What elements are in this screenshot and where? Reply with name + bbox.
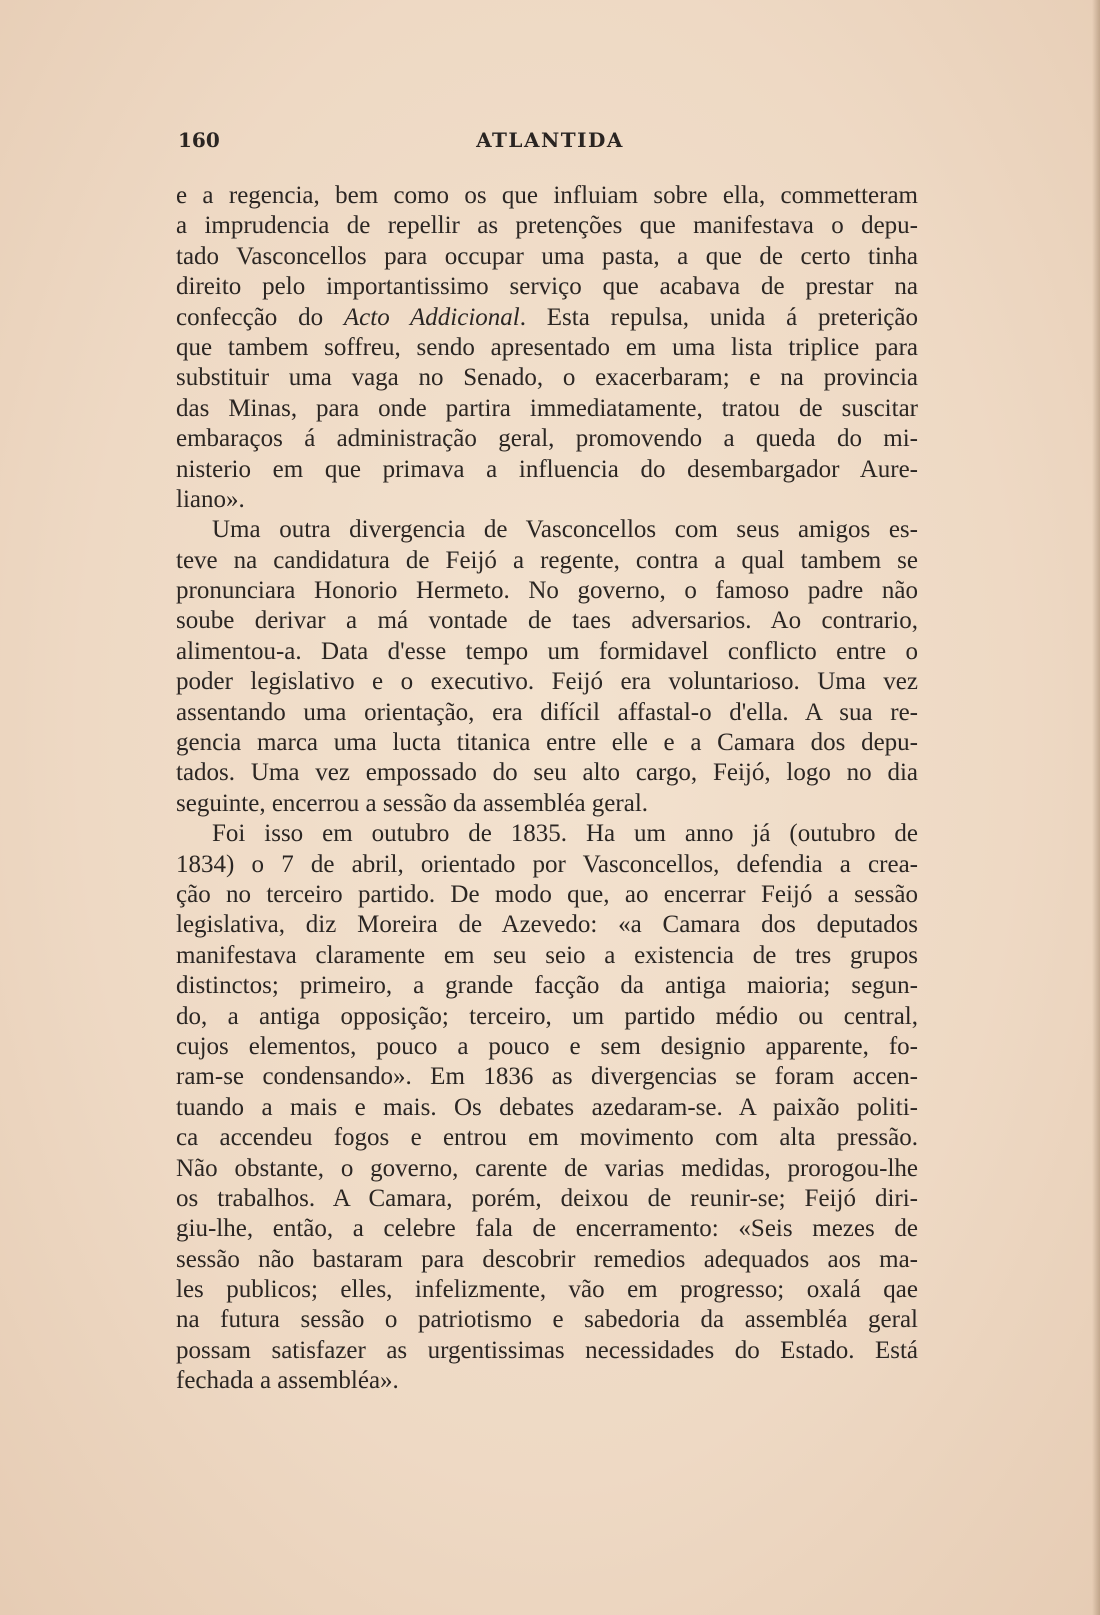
text-line: legislativa, diz Moreira de Azevedo: «a Camara dos deputados: [176, 911, 918, 939]
text-line: tados. Uma vez empossado do seu alto cargo, Feijó, logo no dia: [176, 759, 918, 787]
paragraph: [176, 181, 918, 515]
text-line: fechada a assembléa».: [176, 1367, 399, 1395]
text-line: embaraços á administração geral, promovendo a queda do mi-: [176, 425, 918, 453]
text-line: giu-lhe, então, a celebre fala de encerramento: «Seis mezes de: [176, 1215, 918, 1243]
page-edge-shadow: [1092, 0, 1100, 1615]
body-text: [176, 181, 918, 1397]
text-line: soube derivar a má vontade de taes adversarios. Ao contrario,: [176, 607, 918, 635]
text-line: pronunciara Honorio Hermeto. No governo, o famoso padre não: [176, 577, 918, 605]
page-number: 160: [178, 128, 220, 152]
text-line: na futura sessão o patriotismo e sabedoria da assembléa geral: [176, 1306, 918, 1334]
text-line: ca accendeu fogos e entrou em movimento com alta pressão.: [176, 1124, 918, 1152]
text-line: manifestava claramente em seu seio a existencia de tres grupos: [176, 941, 918, 969]
text-line: gencia marca uma lucta titanica entre elle e a Camara dos depu-: [176, 729, 918, 757]
text-line: substituir uma vaga no Senado, o exacerbaram; e na provincia: [176, 364, 918, 392]
text-line: les publicos; elles, infelizmente, vão em progresso; oxalá qae: [176, 1276, 918, 1304]
text-line: assentando uma orientação, era difícil affastal-o d'ella. A sua re-: [176, 698, 918, 726]
paragraph: [176, 515, 918, 819]
text-line: Não obstante, o governo, carente de varias medidas, prorogou-lhe: [176, 1154, 918, 1182]
text-line: direito pelo importantissimo serviço que acabava de prestar na: [176, 273, 918, 301]
text-line: alimentou-a. Data d'esse tempo um formidavel conflicto entre o: [176, 637, 918, 665]
text-line: e a regencia, bem como os que influiam sobre ella, commetteram: [176, 182, 918, 209]
text-line: os trabalhos. A Camara, porém, deixou de reunir-se; Feijó diri-: [176, 1184, 918, 1212]
text-line: liano».: [176, 485, 245, 513]
text-line: que tambem soffreu, sendo apresentado em uma lista triplice para: [176, 333, 918, 361]
text-line: teve na candidatura de Feijó a regente, contra a qual tambem se: [176, 546, 918, 574]
text-line: sessão não bastaram para descobrir remedios adequados aos ma-: [176, 1245, 918, 1273]
text-line: das Minas, para onde partira immediatamente, tratou de suscitar: [176, 394, 918, 422]
running-title: ATLANTIDA: [476, 128, 624, 152]
text-line: possam satisfazer as urgentissimas necessidades do Estado. Está: [176, 1336, 918, 1364]
text-line: a imprudencia de repellir as pretenções que manifestava o depu-: [176, 212, 918, 240]
text-line: confecção do Acto Addicional. Esta repulsa, unida á preterição: [176, 303, 918, 331]
text-line: Foi isso em outubro de 1835. Ha um anno já (outubro de: [212, 820, 918, 848]
text-line: ção no terceiro partido. De modo que, ao encerrar Feijó a sessão: [176, 880, 918, 908]
text-line: nisterio em que primava a influencia do desembargador Aure-: [176, 455, 918, 483]
text-line: poder legislativo e o executivo. Feijó era voluntarioso. Uma vez: [176, 668, 918, 696]
page-header: [178, 128, 922, 160]
text-line: seguinte, encerrou a sessão da assembléa geral.: [176, 789, 649, 817]
text-line: tuando a mais e mais. Os debates azedaram-se. A paixão politi-: [176, 1093, 918, 1121]
text-line: ram-se condensando». Em 1836 as divergencias se foram accen-: [176, 1063, 918, 1091]
text-line: distinctos; primeiro, a grande facção da antiga maioria; segun-: [176, 972, 918, 1000]
text-line: tado Vasconcellos para occupar uma pasta, a que de certo tinha: [176, 242, 918, 270]
text-line: do, a antiga opposição; terceiro, um partido médio ou central,: [176, 1002, 918, 1030]
paragraph: [176, 819, 918, 1396]
text-line: 1834) o 7 de abril, orientado por Vasconcellos, defendia a crea-: [176, 850, 918, 878]
text-line: Uma outra divergencia de Vasconcellos com seus amigos es-: [212, 516, 918, 544]
text-line: cujos elementos, pouco a pouco e sem designio apparente, fo-: [176, 1032, 918, 1060]
